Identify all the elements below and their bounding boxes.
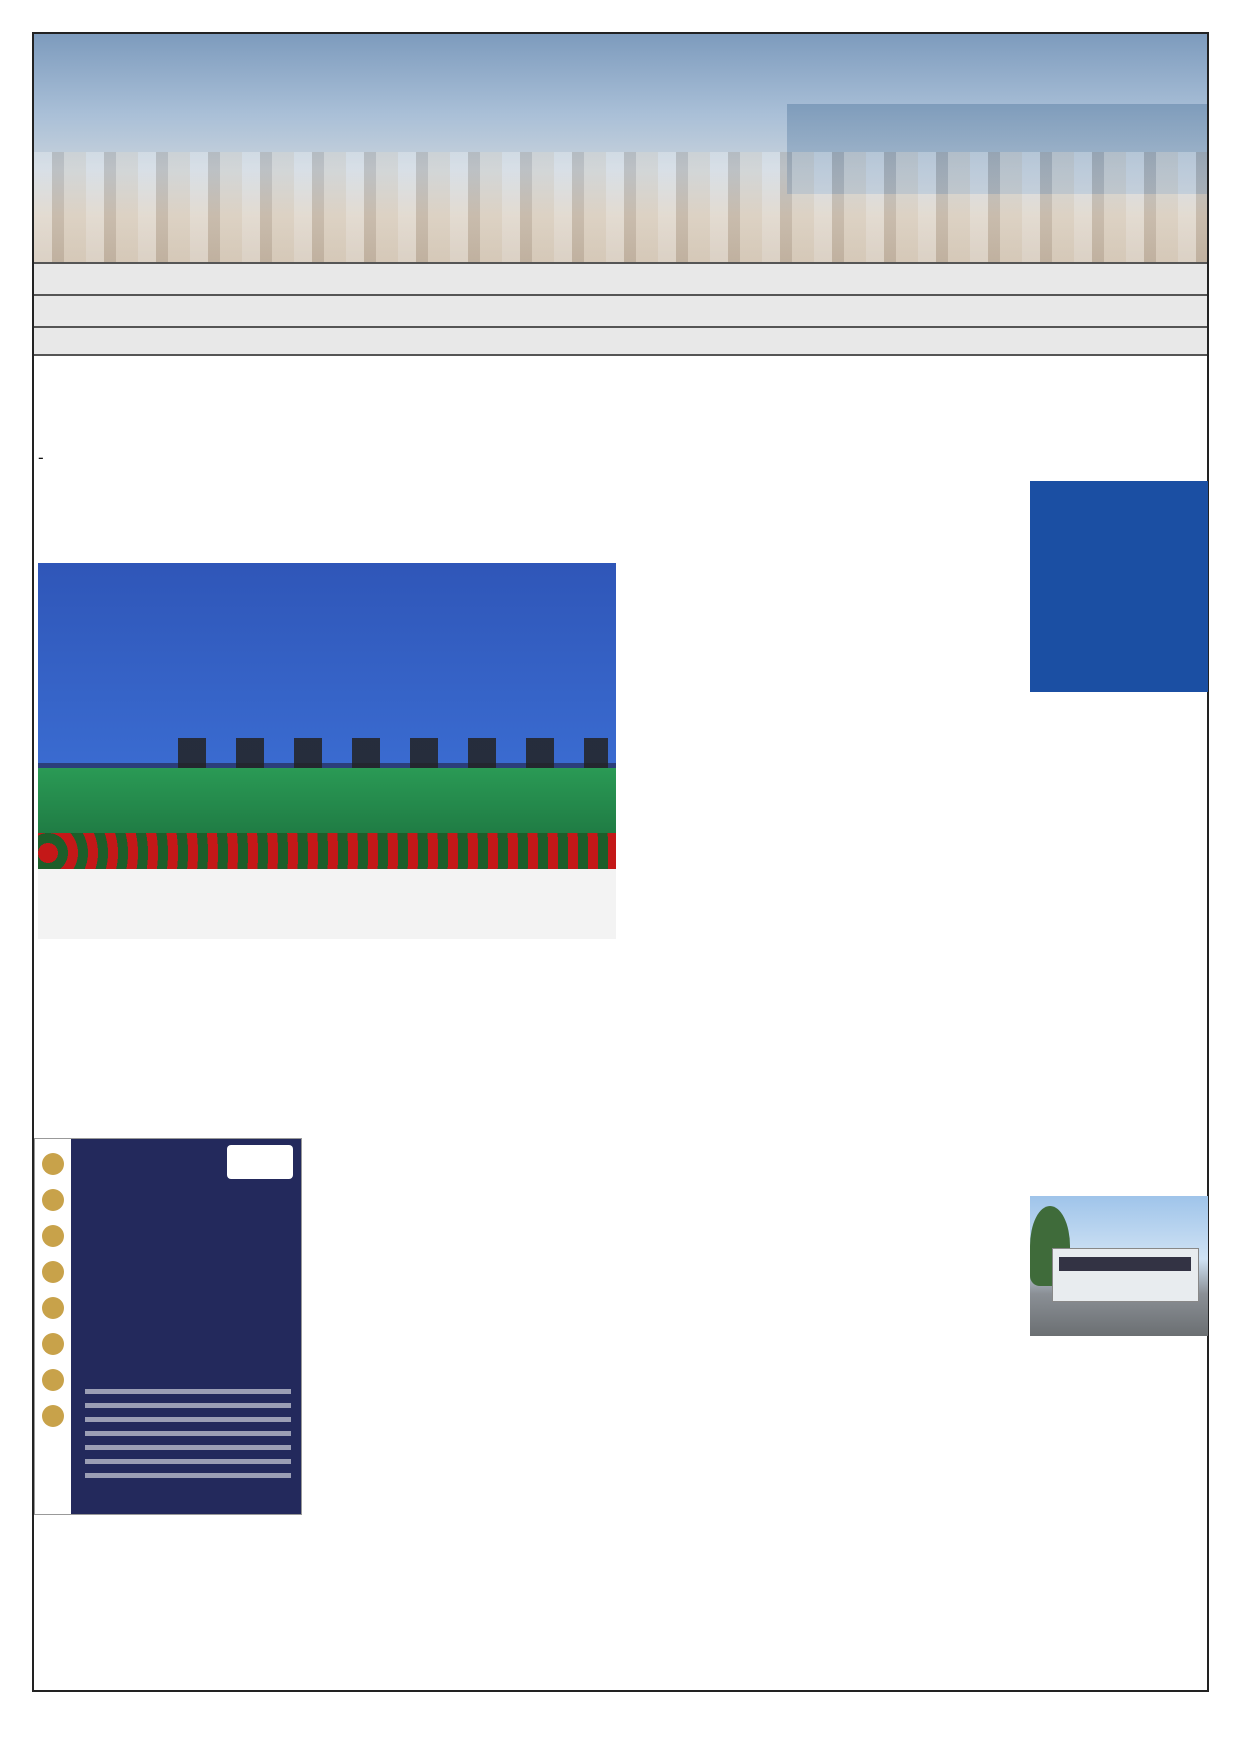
bus-photo xyxy=(1030,1196,1208,1336)
article1-intro: - xyxy=(38,448,44,467)
event-poster xyxy=(34,1138,302,1515)
photo-bus xyxy=(1052,1248,1199,1302)
poster-logos xyxy=(35,1139,71,1514)
poster-line xyxy=(85,1445,291,1450)
photo-flowers xyxy=(38,833,616,873)
conference-photo xyxy=(38,563,616,939)
masthead-town xyxy=(34,152,1207,262)
masthead xyxy=(34,34,1207,262)
photo-table xyxy=(38,768,616,838)
asp-sign-photo xyxy=(1030,481,1208,692)
poster-line xyxy=(85,1431,291,1436)
poster-line xyxy=(85,1417,291,1422)
photo-banner xyxy=(38,869,616,939)
poster-line xyxy=(85,1389,291,1394)
distribution-bar xyxy=(34,326,1207,356)
poster-line xyxy=(85,1459,291,1464)
photo-wall xyxy=(38,563,616,763)
info-bar xyxy=(34,294,1207,326)
subtitle-bar xyxy=(34,262,1207,294)
poster-badge xyxy=(227,1145,293,1179)
poster-line xyxy=(85,1403,291,1408)
poster-line xyxy=(85,1473,291,1478)
